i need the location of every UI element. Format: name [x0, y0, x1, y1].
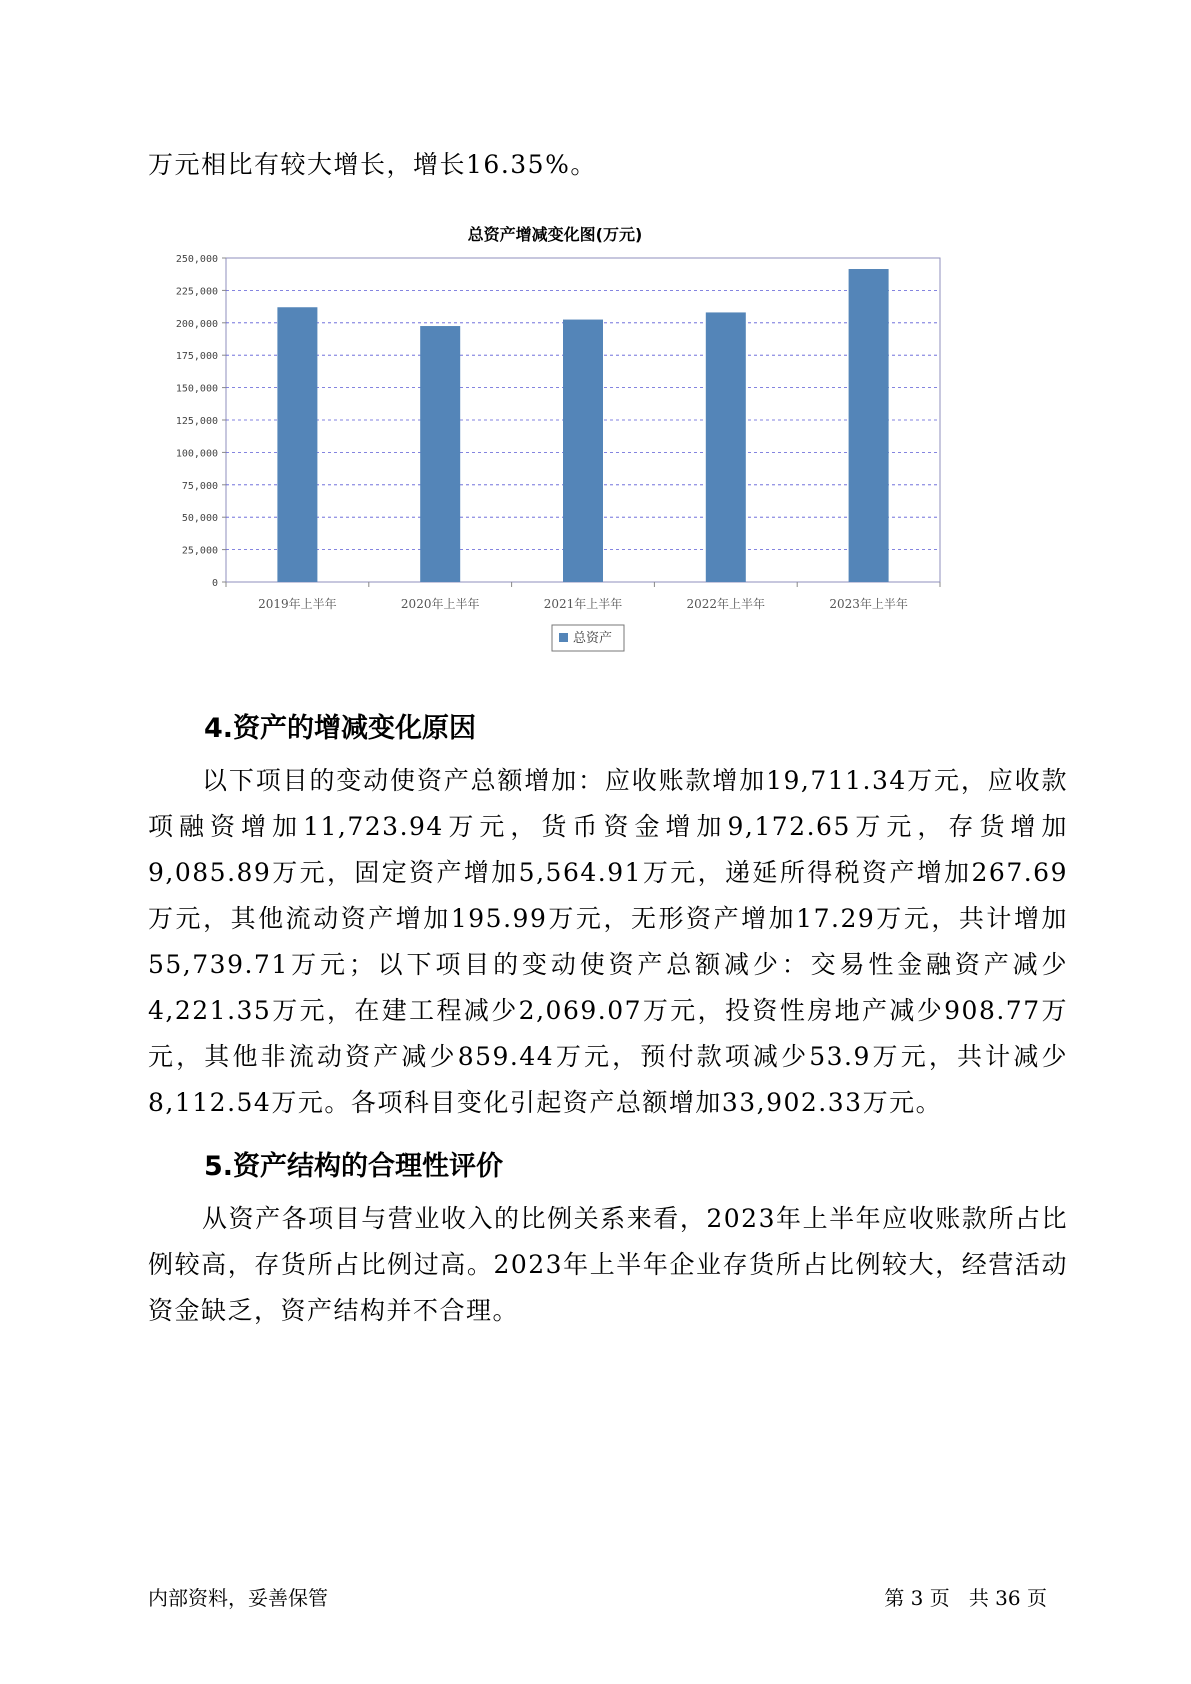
legend-swatch [559, 633, 568, 642]
y-tick-label: 125,000 [175, 416, 218, 427]
y-tick-label: 75,000 [181, 480, 218, 492]
y-tick-label: 150,000 [175, 383, 218, 395]
total-assets-chart [150, 220, 1030, 680]
y-tick-label: 175,000 [175, 351, 218, 363]
legend-label: 总资产 [573, 631, 613, 646]
y-tick-label: 0 [211, 578, 218, 589]
continued-paragraph: 万元相比有较大增长，增长16.35%。 [148, 150, 597, 179]
y-tick-label: 100,000 [175, 448, 218, 460]
bar-2023年上半年 [849, 269, 889, 582]
bar-2021年上半年 [563, 320, 603, 582]
x-tick-label: 2022年上半年 [686, 597, 766, 611]
x-tick-label: 2020年上半年 [400, 597, 480, 611]
y-axis-ticks [176, 254, 226, 589]
x-axis-ticks [226, 582, 940, 611]
y-tick-label: 250,000 [175, 254, 218, 265]
bar-2020年上半年 [420, 326, 460, 582]
section-4-body: 以下项目的变动使资产总额增加：应收账款增加19,711.34万元，应收款项融资增加11,723.94万元，货币资金增加9,172.65万元，存货增加9,085.89万元，固定资产增加5,564.91万元，递延所得税资产增加267.69万元，其他流动资产增加195.99万元，无形资产增加17.29万元，共计增加55,739.71万元；以下项目的变动使资产总额减少：交易性金融资产减少4,221.35万元，在建工程减少2,069.07万元，投资性房地产减少908.77万元，其他非流动资产减少859.44万元，预付款项减少53.9万元，共计减少8,112.54万元。各项科目变化引起资产总额增加33,902.33万元。 [148, 766, 1068, 1117]
section-5-heading: 5.资产结构的合理性评价 [204, 1151, 504, 1182]
footer-page-number: 第 3 页 共 36 页 [884, 1586, 1047, 1610]
x-tick-label: 2019年上半年 [258, 597, 337, 611]
chart-title: 总资产增减变化图(万元) [467, 225, 643, 244]
y-tick-label: 25,000 [181, 545, 218, 557]
section-4-heading: 4.资产的增减变化原因 [204, 713, 477, 744]
footer-left: 内部资料，妥善保管 [148, 1586, 328, 1610]
y-tick-label: 225,000 [175, 286, 218, 298]
bar-2022年上半年 [706, 312, 746, 582]
section-5-body: 从资产各项目与营业收入的比例关系来看，2023年上半年应收账款所占比例较高，存货所占比例过高。2023年上半年企业存货所占比例较大，经营活动资金缺乏，资产结构并不合理。 [148, 1204, 1068, 1325]
x-tick-label: 2023年上半年 [829, 597, 908, 611]
bar-2019年上半年 [277, 307, 317, 582]
legend [552, 625, 624, 651]
y-tick-label: 50,000 [181, 513, 218, 525]
chart-svg [150, 220, 1030, 680]
y-tick-label: 200,000 [175, 318, 218, 330]
x-tick-label: 2021年上半年 [543, 597, 623, 611]
